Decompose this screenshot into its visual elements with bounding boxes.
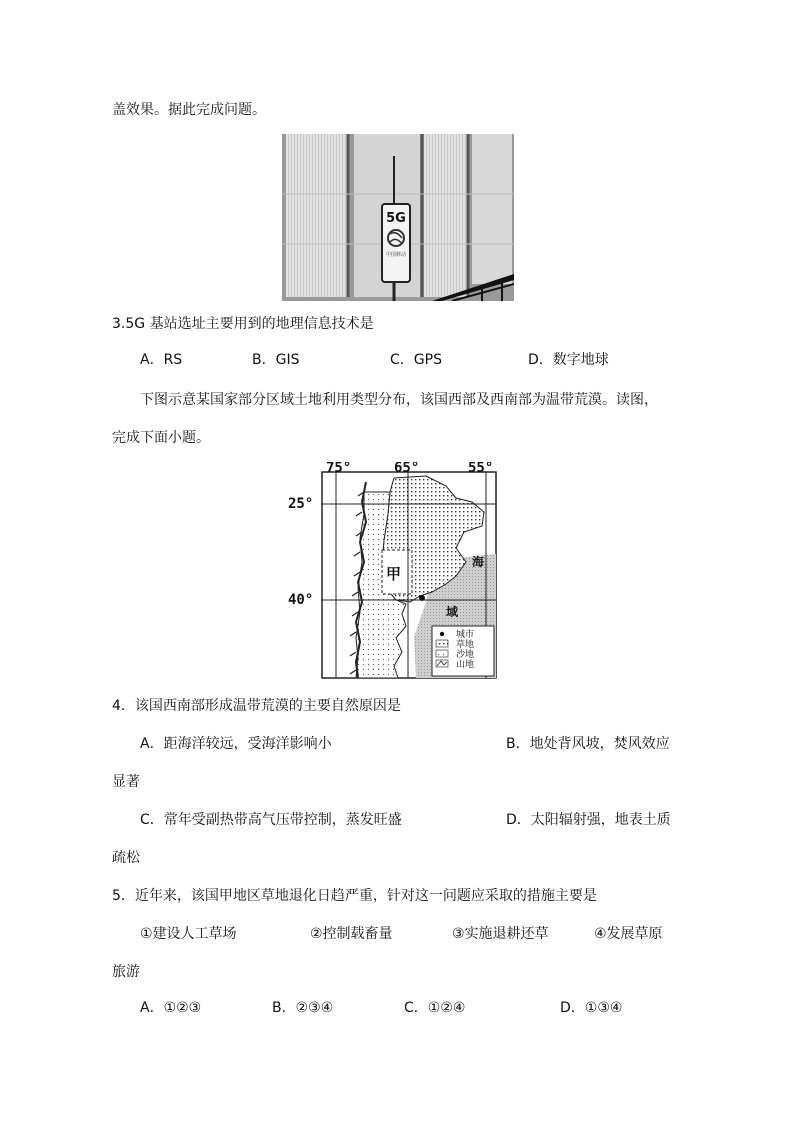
legend-city-icon [440,632,444,636]
q5-measure-2: ②控制载畜量 [310,926,393,942]
q4-option-b-cont: 显著 [112,774,140,790]
legend-sand-label: 沙地 [456,650,475,660]
latitude-25-label: 25° [288,496,314,512]
longitude-75-label: 75° [326,462,352,476]
carrier-logo-text: 中国移动 [385,252,407,258]
legend-city-label: 城市 [456,630,475,640]
sea-label-2: 域 [446,605,459,619]
5g-sign-label: 5G [386,211,406,226]
q4-option-d-cont: 疏松 [112,850,140,866]
q5-option-c: C．①②④ [404,1000,466,1016]
q5-measure-1: ①建设人工草场 [140,926,237,942]
passage-line-1: 下图示意某国家部分区域土地利用类型分布，该国西部及西南部为温带荒漠。读图， [140,392,658,408]
q3-option-c: C．GPS [390,352,442,368]
q5-option-a: A．①②③ [140,1000,202,1016]
q3-option-a: A．RS [140,352,183,368]
question-4: 4．该国西南部形成温带荒漠的主要自然原因是 [112,698,401,714]
legend-sand-swatch [436,650,448,657]
map-legend [432,626,494,676]
legend-mountain-swatch [436,660,448,667]
q4-option-c: C．常年受副热带高气压带控制，蒸发旺盛 [140,812,402,828]
longitude-65-label: 65° [394,462,420,476]
q4-option-a: A．距海洋较远，受海洋影响小 [140,736,332,752]
q5-option-b: B．②③④ [272,1000,334,1016]
intro-tail-text: 盖效果。据此完成问题。 [112,102,266,118]
legend-grass-swatch [436,640,448,647]
longitude-55-label: 55° [468,462,494,476]
building-facade-right [424,134,468,297]
q5-measure-4: ④发展草原 [594,926,663,942]
sea-label-1: 海 [472,555,485,569]
question-3: 3.5G 基站选址主要用到的地理信息技术是 [112,316,374,332]
q5-measure-4-cont: 旅游 [112,964,140,980]
q3-option-d: D．数字地球 [528,352,609,368]
q3-option-b: B．GIS [252,352,300,368]
q5-option-d: D．①③④ [560,1000,623,1016]
question-5: 5．近年来，该国甲地区草地退化日趋严重，针对这一问题应采取的措施主要是 [112,888,597,904]
building-facade-left [286,134,348,297]
latitude-40-label: 40° [288,592,314,608]
base-station-photo [282,134,514,301]
q4-option-b: B．地处背风坡，焚风效应 [506,736,670,752]
q4-option-d: D．太阳辐射强，地表土质 [506,812,671,828]
passage-line-2: 完成下面小题。 [112,430,210,446]
region-jia-label: 甲 [386,565,402,583]
legend-mountain-label: 山地 [456,660,475,670]
q5-measure-3: ③实施退耕还草 [452,926,549,942]
land-use-map [286,462,508,680]
legend-grass-label: 草地 [456,640,475,650]
